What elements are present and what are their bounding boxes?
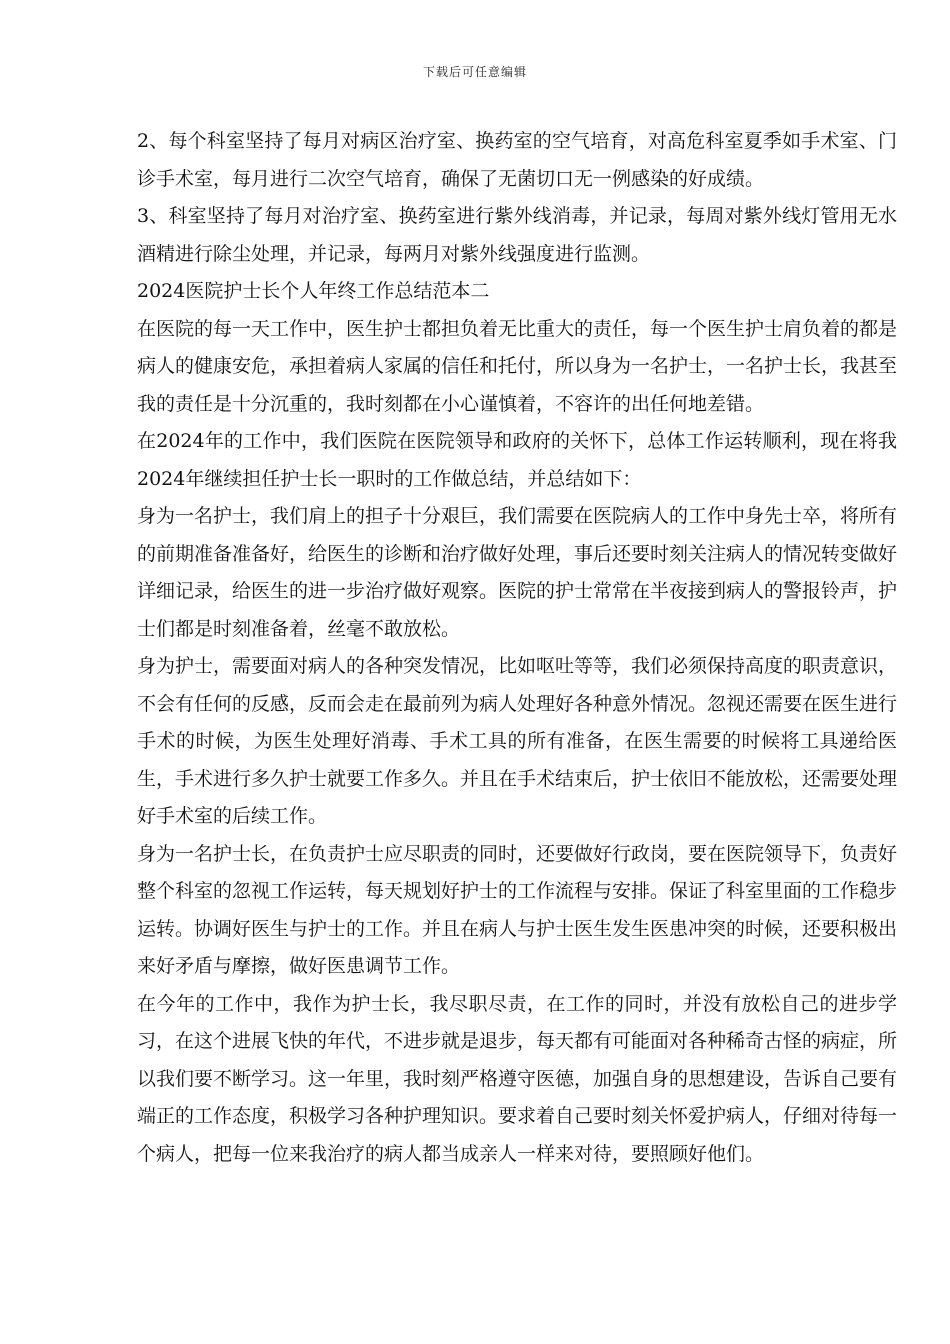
paragraph-year-summary: 在2024年的工作中，我们医院在医院领导和政府的关怀下，总体工作运转顺利，现在将我2024年继续担任护士长一职时的工作做总结，并总结如下：	[137, 430, 897, 490]
page-header: 下载后可任意编辑	[422, 65, 527, 79]
section-heading: 2024医院护士长个人年终工作总结范本二	[137, 280, 490, 302]
paragraph-emergencies: 身为护士，需要面对病人的各种突发情况，比如呕吐等等，我们必须保持高度的职责意识，不会有任何的反感，反而会走在最前列为病人处理好各种意外情况。忽视还需要在医生进行手术的时候，为医生处理好消毒、手术工具的所有准备，在医生需要的时候将工具递给医生，手术进行多久护士就要工作多久。并且在手术结束后，护士依旧不能放松，还需要处理好手术室的后续工作。	[137, 655, 898, 827]
paragraph-nurse-duties: 身为一名护士，我们肩上的担子十分艰巨，我们需要在医院病人的工作中身先士卒，将所有的前期准备准备好，给医生的诊断和治疗做好处理，事后还要时刻关注病人的情况转变做好详细记录，给医生的进一步治疗做好观察。医院的护士常常在半夜接到病人的警报铃声，护士们都是时刻准备着，丝毫不敢放松。	[137, 505, 898, 640]
paragraph-item-2: 2、每个科室坚持了每月对病区治疗室、换药室的空气培育，对高危科室夏季如手术室、门诊手术室，每月进行二次空气培育，确保了无菌切口无一例感染的好成绩。	[137, 130, 897, 190]
document-body	[137, 123, 897, 1173]
paragraph-item-3: 3、科室坚持了每月对治疗室、换药室进行紫外线消毒，并记录，每周对紫外线灯管用无水酒精进行除尘处理，并记录，每两月对紫外线强度进行监测。	[137, 205, 897, 265]
paragraph-intro: 在医院的每一天工作中，医生护士都担负着无比重大的责任，每一个医生护士肩负着的都是病人的健康安危，承担着病人家属的信任和托付，所以身为一名护士，一名护士长，我甚至我的责任是十分沉重的，我时刻都在小心谨慎着，不容许的出任何地差错。	[137, 317, 898, 415]
paragraph-learning: 在今年的工作中，我作为护士长，我尽职尽责，在工作的同时，并没有放松自己的进步学习，在这个进展飞快的年代，不进步就是退步，每天都有可能面对各种稀奇古怪的病症，所以我们要不断学习。这一年里，我时刻严格遵守医德，加强自身的思想建设，告诉自己要有端正的工作态度，积极学习各种护理知识。要求着自己要时刻关怀爱护病人，仔细对待每一个病人，把每一位来我治疗的病人都当成亲人一样来对待，要照顾好他们。	[137, 992, 898, 1165]
paragraph-head-nurse: 身为一名护士长，在负责护士应尽职责的同时，还要做好行政岗，要在医院领导下，负责好整个科室的忽视工作运转，每天规划好护士的工作流程与安排。保证了科室里面的工作稳步运转。协调好医生与护士的工作。并且在病人与护士医生发生医患冲突的时候，还要积极出来好矛盾与摩擦，做好医患调节工作。	[137, 842, 898, 977]
